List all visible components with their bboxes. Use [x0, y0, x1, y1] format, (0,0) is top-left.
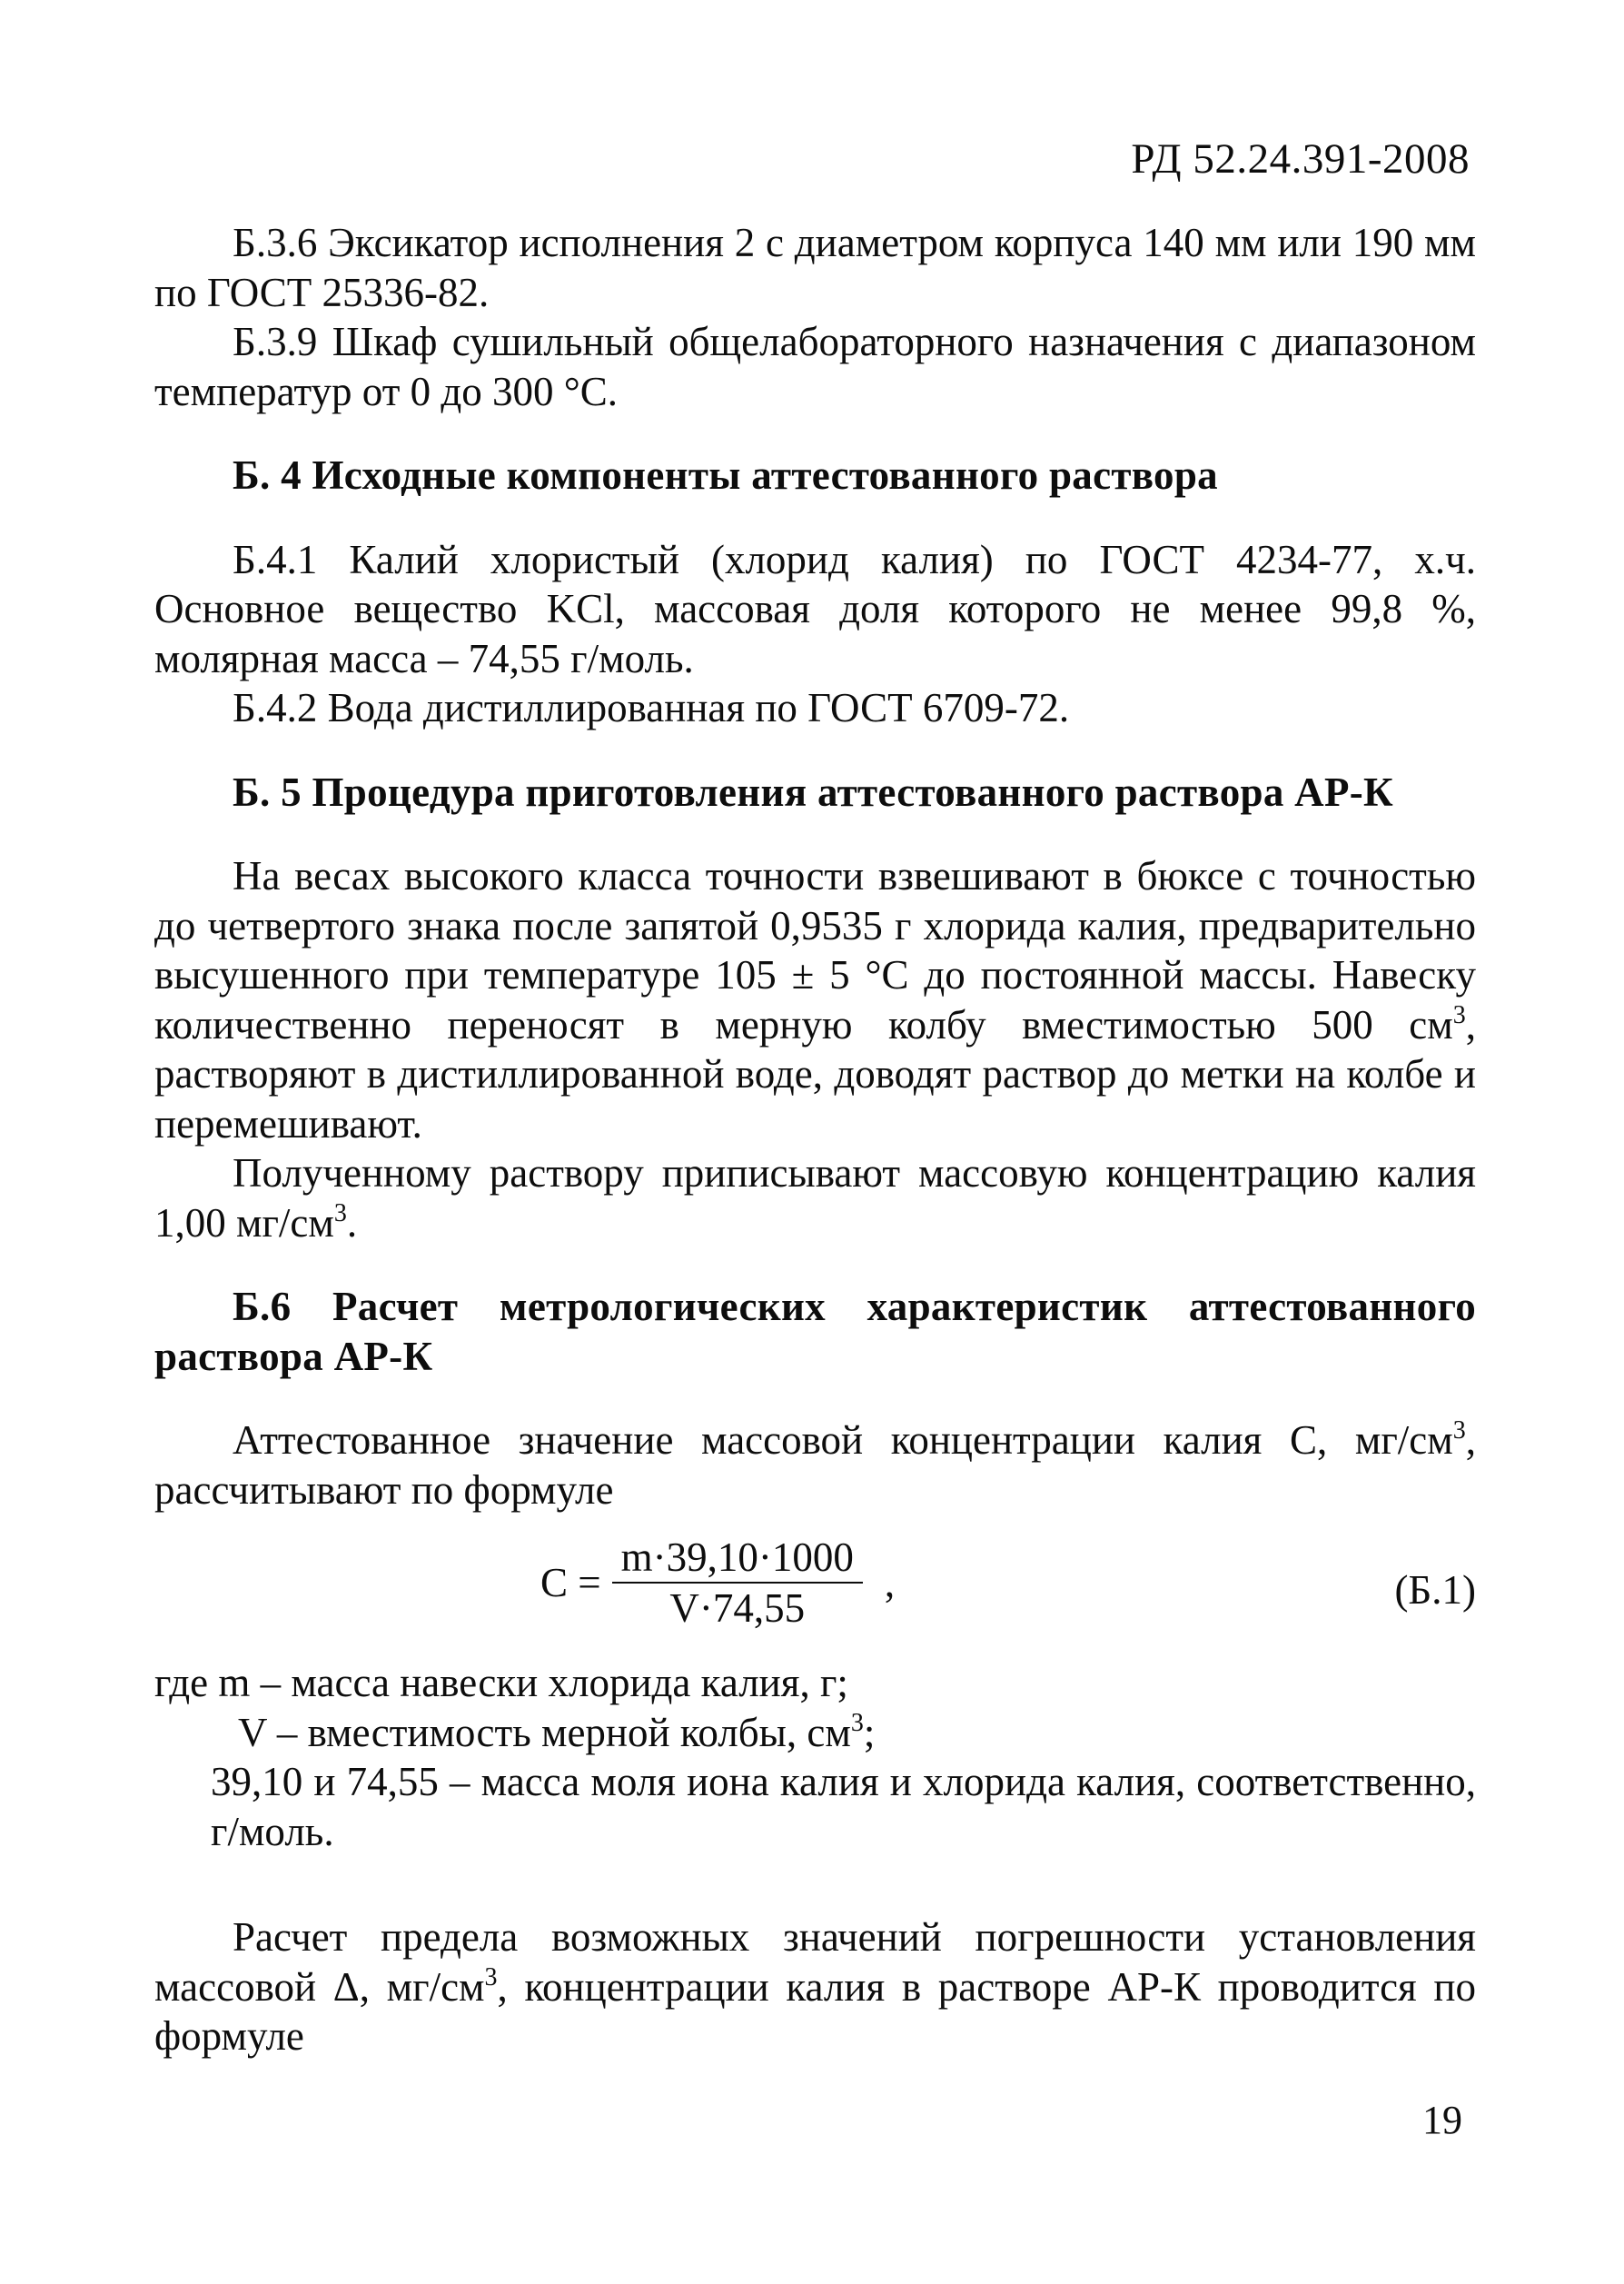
heading-b4: Б. 4 Исходные компоненты аттестованного раствора	[233, 452, 1218, 498]
superscript: 3	[1452, 1416, 1466, 1445]
page-number: 19	[1422, 2098, 1462, 2142]
formula-comma: ,	[884, 1559, 896, 1605]
formula-b1	[154, 1534, 1476, 1651]
paragraph-b42: Б.4.2 Вода дистиллированная по ГОСТ 6709-72.	[233, 685, 1070, 730]
paragraph-b36: Б.3.6 Эксикатор исполнения 2 с диаметром корпуса 140 мм или 190 мм по ГОСТ 25336-82.	[154, 220, 1476, 315]
superscript: 3	[1452, 1000, 1466, 1029]
text-segment: Расчет предела возможных значений погрешности установления массовой Δ, мг/см	[154, 1914, 1476, 2010]
where-line-v	[154, 1708, 1476, 1758]
paragraph-b5-procedure	[154, 851, 1476, 1148]
text-segment: , растворяют в дистиллированной воде, доводят раствор до метки на колбе и перемешивают.	[154, 1001, 1476, 1147]
text-segment: На весах высокого класса точности взвешивают в бюксе с точностью до четвертого знака после запятой 0,9535 г хлорида калия, предварительно высушенного при температуре 105 ± 5 °С до постоянной массы. Навеску количественно переносят в мерную колбу вместимостью 500 см	[154, 853, 1476, 1048]
text-segment: ;	[863, 1709, 876, 1755]
text-segment: Полученному раствору приписывают массовую концентрацию калия 1,00 мг/см	[154, 1150, 1476, 1246]
formula-fraction	[612, 1534, 863, 1631]
paragraph-b41: Б.4.1 Калий хлористый (хлорид калия) по ГОСТ 4234-77, х.ч. Основное вещество KCl, массовая доля которого не менее 99,8 %, молярная масса – 74,55 г/моль.	[154, 536, 1476, 681]
formula-expression	[540, 1534, 895, 1631]
text-segment: , рассчитывают по формуле	[154, 1417, 1476, 1513]
superscript: 3	[850, 1708, 864, 1737]
where-line-m: где m – масса навески хлорида калия, г;	[154, 1660, 848, 1705]
where-line-molar-mass: 39,10 и 74,55 – масса моля иона калия и хлорида калия, соответственно, г/моль.	[211, 1759, 1476, 1854]
superscript: 3	[484, 1962, 498, 1991]
paragraph-b39: Б.3.9 Шкаф сушильный общелабораторного назначения с диапазоном температур от 0 до 300 °С.	[154, 319, 1476, 414]
text-segment: Аттестованное значение массовой концентрации калия С, мг/см	[233, 1417, 1453, 1463]
heading-b5: Б. 5 Процедура приготовления аттестованного раствора АР-К	[233, 769, 1393, 815]
paragraph-b6-intro	[154, 1415, 1476, 1514]
formula-reference: (Б.1)	[1394, 1567, 1476, 1613]
formula-denominator: V·74,55	[669, 1585, 806, 1631]
formula-lhs: C =	[540, 1559, 601, 1605]
formula-numerator: m·39,10·1000	[612, 1534, 863, 1584]
superscript: 3	[333, 1198, 347, 1227]
heading-b6: Б.6 Расчет метрологических характеристик аттестованного раствора АР-К	[154, 1284, 1476, 1379]
page-content	[154, 218, 1476, 2061]
paragraph-b6-error-calc	[154, 1912, 1476, 2061]
text-segment: .	[346, 1199, 358, 1246]
text-segment: , концентрации калия в растворе АР-К проводится по формуле	[154, 1963, 1476, 2059]
paragraph-b5-concentration	[154, 1148, 1476, 1247]
text-segment: V – вместимость мерной колбы, см	[238, 1709, 851, 1755]
document-code: РД 52.24.391-2008	[1131, 135, 1470, 183]
